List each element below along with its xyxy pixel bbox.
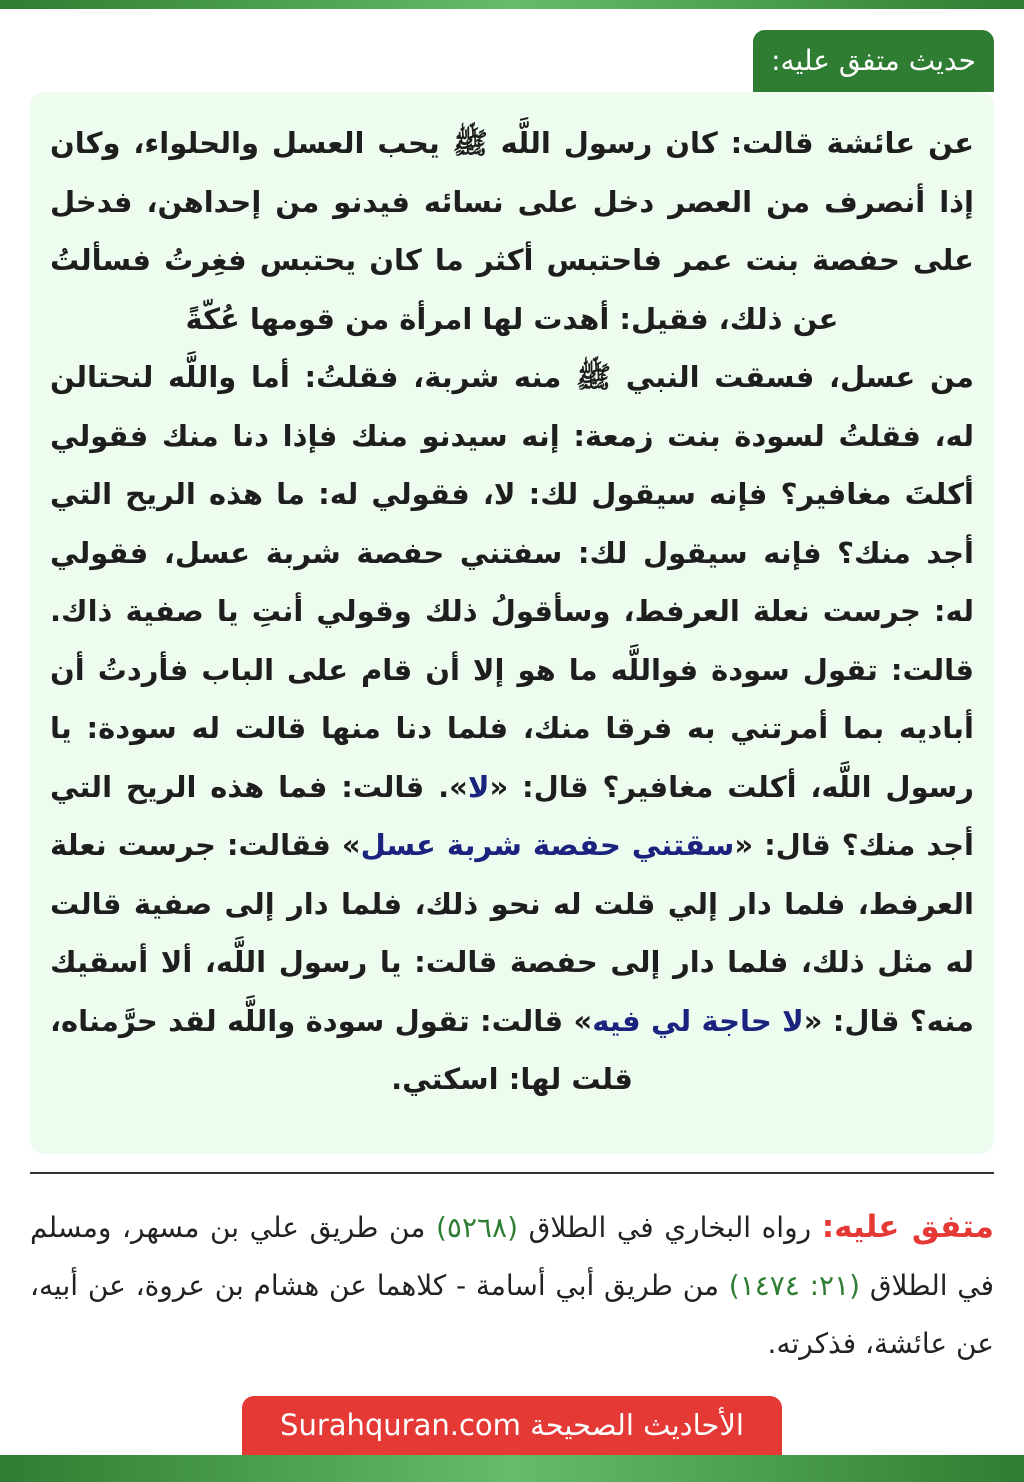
- source-text: من طريق أبي أسامة - كلاهما عن هشام بن عروة، عن أبيه، عن عائشة، فذكرته.: [30, 1269, 994, 1360]
- hadith-text-part: ». قالت: فما هذه الريح التي أجد منك؟ قال: «: [50, 769, 974, 862]
- hadith-text-part: » فقالت: جرست نعلة العرفط، فلما دار إلي قلت له نحو ذلك، فلما دار إلى صفية قالت له مثل ذلك، فلما دار إلى حفصة قالت: يا رسول اللَّه، ألا أسقيك منه؟ قال: «: [50, 828, 974, 1038]
- prophet-speech: سقتني حفصة شربة عسل: [360, 828, 735, 862]
- bottom-accent-bar: [0, 1455, 1024, 1482]
- hadith-source: [30, 1198, 994, 1373]
- bukhari-reference: (٥٢٦٨): [435, 1211, 518, 1244]
- hadith-text-box: [30, 92, 994, 1154]
- prophet-speech: لا: [467, 769, 490, 804]
- hadith-type-label: حديث متفق عليه:: [753, 30, 994, 92]
- muslim-reference: (٢١: ١٤٧٤): [728, 1269, 861, 1302]
- source-text: من طريق علي بن مسهر، ومسلم في الطلاق: [30, 1211, 995, 1302]
- section-divider: [30, 1172, 994, 1174]
- source-label: متفق عليه:: [821, 1209, 994, 1245]
- hadith-text-part: » قالت: تقول سودة واللَّه لقد حرَّمناه، قلت لها: اسكتي.: [50, 1003, 633, 1096]
- source-text: رواه البخاري في الطلاق: [518, 1211, 822, 1244]
- hadith-text-part: عن عائشة قالت: كان رسول اللَّه ﷺ يحب العسل والحلواء، وكان إذا أنصرف من العصر دخل على نسائه فيدنو من إحداهن، فدخل على حفصة بنت عمر فاحتبس أكثر ما كان يحتبس فغِرتُ فسألتُ عن ذلك، فقيل: أهدت لها امرأة من قومها عُكّةً: [50, 126, 974, 336]
- hadith-text-part: من عسل، فسقت النبي ﷺ منه شربة، فقلتُ: أما واللَّه لنحتالن له، فقلتُ لسودة بنت زمعة: إنه سيدنو منك فإذا دنا منك فقولي أكلتَ مغافير؟ فإنه سيقول لك: لا، فقولي له: ما هذه الريح التي أجد منك؟ فإنه سيقول لك: سفتني حفصة شربة عسل، فقولي له: جرست نعلة العرفط، وسأقولُ ذلك وقولي أنتِ يا صفية ذاك. قالت: تقول سودة فواللَّه ما هو إلا أن قام على الباب فأردتُ أن أباديه بما أمرتني به فرقا منك، فلما دنا منها قالت له سودة: يا رسول اللَّه، أكلت مغافير؟ قال: «: [50, 360, 974, 804]
- site-brand-badge[interactable]: الأحاديث الصحيحة Surahquran.com: [242, 1396, 782, 1455]
- hadith-text: [50, 114, 974, 1109]
- top-accent-bar: [0, 0, 1024, 9]
- prophet-speech: لا حاجة لي فيه: [592, 1003, 804, 1038]
